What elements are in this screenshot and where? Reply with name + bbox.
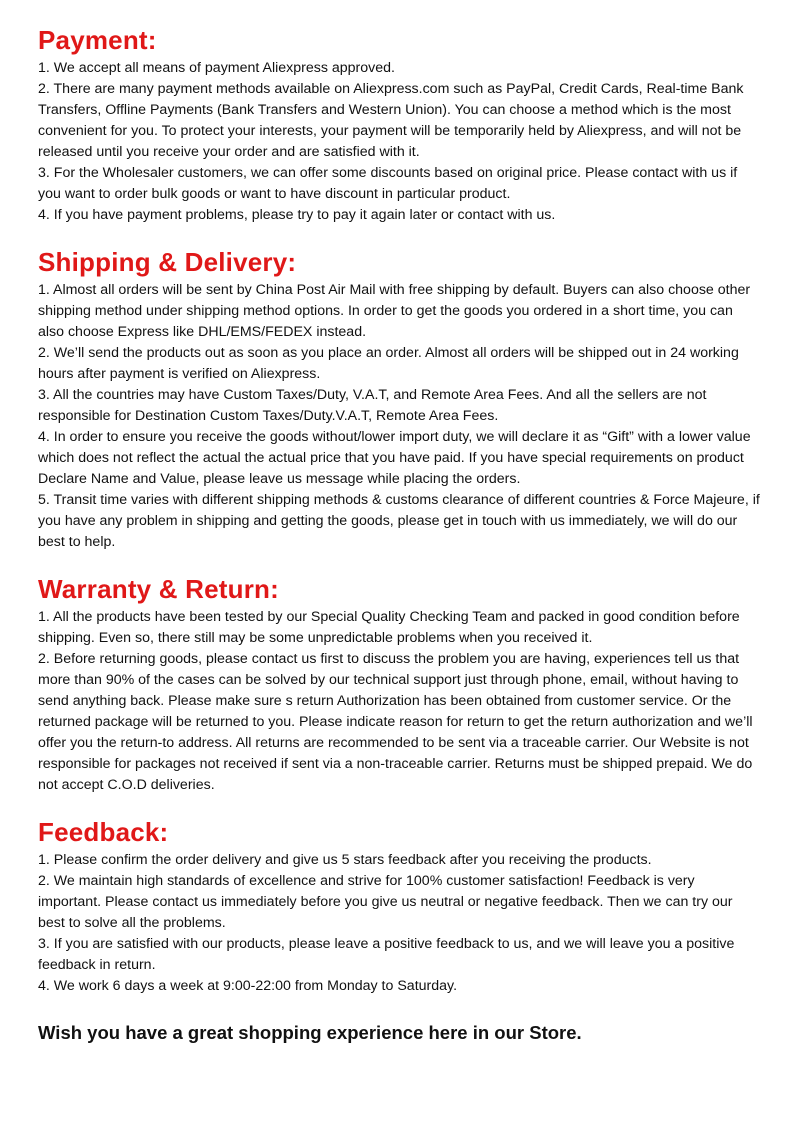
shipping-item: 5. Transit time varies with different shipping methods & customs clearance of different countries & Force Majeure, if you have any problem in shipping and getting the goods, please get in touch with us immediately, we will do our best to help. bbox=[38, 492, 760, 550]
payment-heading: Payment: bbox=[38, 25, 157, 55]
feedback-section bbox=[38, 816, 760, 997]
shipping-section bbox=[38, 246, 760, 553]
shipping-heading: Shipping & Delivery: bbox=[38, 247, 297, 277]
feedback-item: 3. If you are satisfied with our products, please leave a positive feedback to us, and we will leave you a positive feedback in return. bbox=[38, 936, 735, 973]
payment-item: 1. We accept all means of payment Aliexpress approved. bbox=[38, 60, 395, 76]
warranty-section bbox=[38, 573, 760, 796]
feedback-item: 1. Please confirm the order delivery and give us 5 stars feedback after you receiving the products. bbox=[38, 852, 652, 868]
feedback-item: 2. We maintain high standards of excellence and strive for 100% customer satisfaction! Feedback is very important. Please contact us immediately before you give us neutral or negative feedback. Then we can try our best to solve all the problems. bbox=[38, 873, 733, 931]
policy-document bbox=[38, 24, 760, 1045]
warranty-item: 1. All the products have been tested by our Special Quality Checking Team and packed in good condition before shipping. Even so, there still may be some unpredictable problems when you received it. bbox=[38, 609, 740, 646]
feedback-heading: Feedback: bbox=[38, 817, 169, 847]
payment-item: 4. If you have payment problems, please try to pay it again later or contact with us. bbox=[38, 207, 556, 223]
shipping-item: 4. In order to ensure you receive the goods without/lower import duty, we will declare it as “Gift” with a lower value which does not reflect the actual the actual price that you have paid. If you have special requirements on product Declare Name and Value, please leave us message while placing the orders. bbox=[38, 429, 751, 487]
warranty-item: 2. Before returning goods, please contact us first to discuss the problem you are having, experiences tell us that more than 90% of the cases can be solved by our technical support just through phone, email, without having to send anything back. Please make sure s return Authorization has been obtained from customer service. Or the returned package will be returned to you. Please indicate reason for return to get the return authorization and we’ll offer you the return-to address. All returns are recommended to be sent via a traceable carrier. Our Website is not responsible for packages not received if sent via a non-traceable carrier. Returns must be shipped prepaid. We do not accept C.O.D deliveries. bbox=[38, 651, 753, 793]
closing-message: Wish you have a great shopping experience here in our Store. bbox=[38, 1022, 582, 1043]
shipping-item: 2. We’ll send the products out as soon as you place an order. Almost all orders will be shipped out in 24 working hours after payment is verified on Aliexpress. bbox=[38, 345, 739, 382]
shipping-item: 3. All the countries may have Custom Taxes/Duty, V.A.T, and Remote Area Fees. And all the sellers are not responsible for Destination Custom Taxes/Duty.V.A.T, Remote Area Fees. bbox=[38, 387, 707, 424]
shipping-item: 1. Almost all orders will be sent by China Post Air Mail with free shipping by default. Buyers can also choose other shipping method under shipping method options. In order to get the goods you ordered in a short time, you can also choose Express like DHL/EMS/FEDEX instead. bbox=[38, 282, 751, 340]
payment-item: 3. For the Wholesaler customers, we can offer some discounts based on original price. Please contact with us if you want to order bulk goods or want to have discount in particular product. bbox=[38, 165, 738, 202]
payment-item: 2. There are many payment methods available on Aliexpress.com such as PayPal, Credit Cards, Real-time Bank Transfers, Offline Payments (Bank Transfers and Western Union). You can choose a method which is the most convenient for you. To protect your interests, your payment will be temporarily held by Aliexpress, and will not be released until you receive your order and are satisfied with it. bbox=[38, 81, 744, 160]
feedback-item: 4. We work 6 days a week at 9:00-22:00 from Monday to Saturday. bbox=[38, 978, 458, 994]
payment-section bbox=[38, 24, 760, 226]
warranty-heading: Warranty & Return: bbox=[38, 574, 279, 604]
